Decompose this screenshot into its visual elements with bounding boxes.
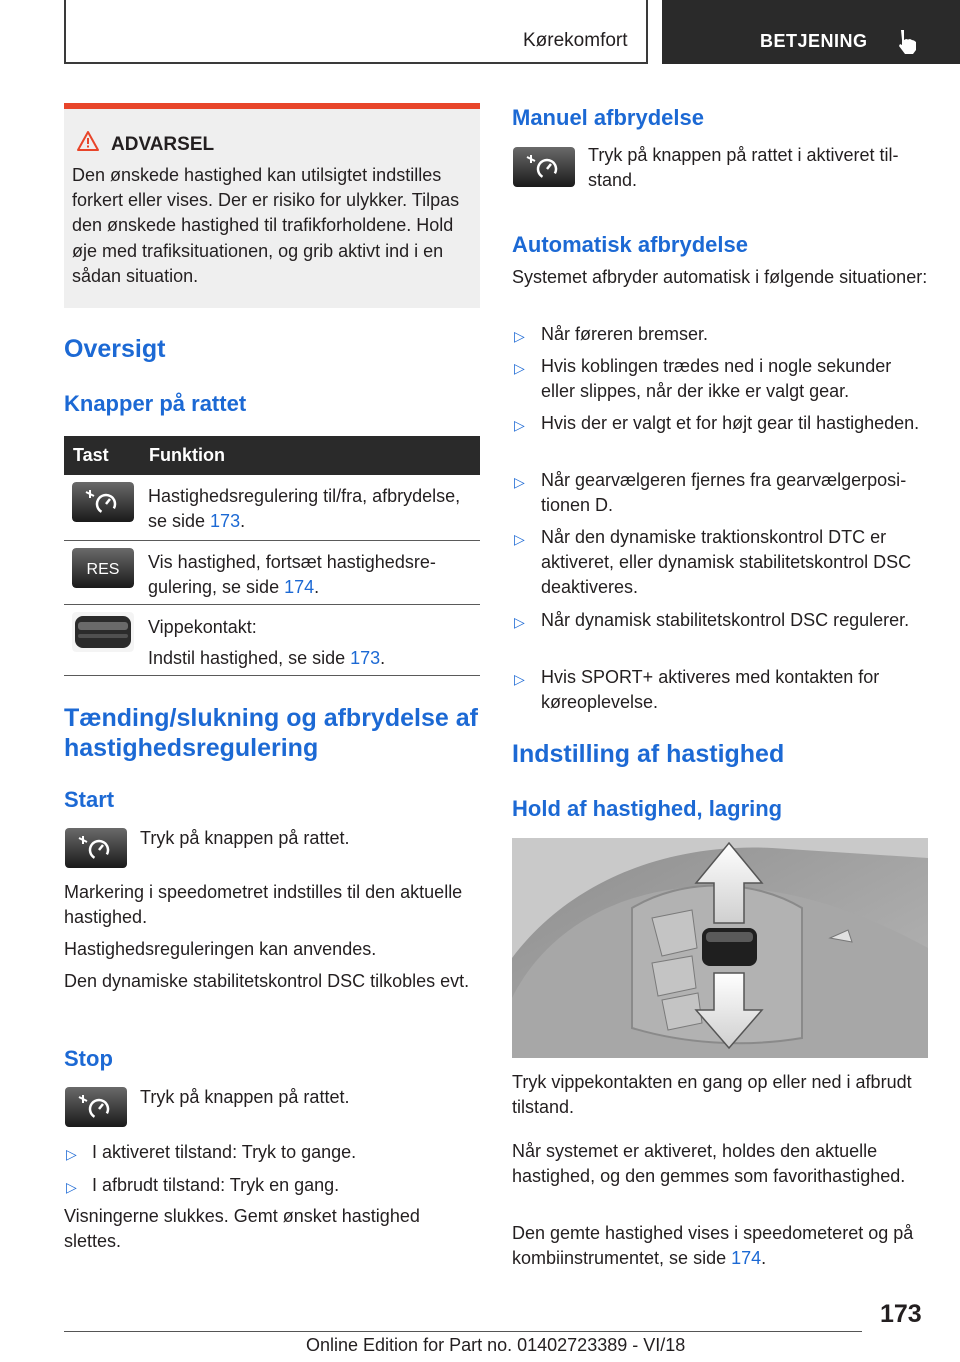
page-link-174[interactable]: 174 (731, 1248, 762, 1268)
table-header (64, 436, 480, 475)
hold-para-3 (512, 1221, 922, 1271)
stop-bullet-1: I aktiveret tilstand: Tryk to gange. (92, 1142, 357, 1162)
res-label: RES (86, 561, 120, 578)
hold-para-3-end: . (761, 1248, 767, 1268)
auto-bullet-1: Når føreren bremser. (541, 324, 709, 344)
bullet-triangle-icon: ▷ (514, 417, 525, 433)
auto-bullet-3: Hvis der er valgt et for højt gear til hastigheden. (541, 413, 920, 433)
bullet-triangle-icon: ▷ (514, 531, 525, 547)
page-number: 173 (880, 1300, 922, 1328)
hold-para-3-text: Den gemte hastighed vises i speedometeret og på kombiinstrumentet, se side (512, 1223, 914, 1268)
bullet-triangle-icon: ▷ (514, 328, 525, 344)
auto-interrupt-intro: Systemet afbryder automatisk i følgende situationer: (512, 267, 928, 287)
hold-speed-heading: Hold af hastighed, lagring (512, 796, 783, 821)
warning-title: ADVARSEL (111, 134, 215, 155)
table-row-3-text (148, 646, 473, 671)
footer-rule (64, 1331, 862, 1332)
buttons-heading: Knapper på rattet (64, 391, 247, 416)
hold-para-1: Tryk vippekontakten en gang op eller ned i afbrudt tilstand. (512, 1072, 912, 1117)
row-3-end: . (380, 648, 386, 668)
bullet-triangle-icon: ▷ (514, 474, 525, 490)
start-instruction: Tryk på knappen på rattet. (140, 828, 350, 848)
row-3-desc: Indstil hastighed, se side (148, 648, 351, 668)
page-link-173[interactable]: 173 (210, 511, 241, 531)
overview-heading: Oversigt (64, 335, 166, 363)
auto-bullet-2: Hvis koblingen trædes ned i nogle sekunder eller slippes, når der ikke er valgt gear. (541, 356, 892, 401)
edition-footer: Online Edition for Part no. 01402723389 - VI/18 (306, 1335, 686, 1355)
auto-bullet-4: Når gearvælgeren fjernes fra gearvælgerpositionen D. (541, 470, 907, 515)
start-para-2: Hastighedsreguleringen kan anvendes. (64, 939, 377, 959)
page-link-173[interactable]: 173 (350, 648, 381, 668)
table-row-divider (64, 604, 480, 605)
auto-interrupt-heading: Automatisk afbrydelse (512, 232, 748, 257)
cruise-control-button-icon (64, 1087, 128, 1127)
hand-pointer-icon (893, 26, 923, 56)
bullet-triangle-icon: ▷ (514, 614, 525, 630)
warning-text: Den ønskede hastighed kan utilsigtet indstilles forkert eller vises. Der er risiko for ulykker. Tilpas den ønskede hastighed til trafikforholdene. Hold øje med trafiksituationen, og grib aktivt ind i en sådan situation. (72, 165, 460, 286)
row-1-desc: Hastighedsregulering til/fra, afbrydelse, se side (148, 486, 461, 531)
start-para-3: Den dynamiske stabilitetskontrol DSC tilkobles evt. (64, 971, 470, 991)
ignition-heading: Tænding/slukning og afbrydelse af hastighedsregulering (64, 704, 478, 762)
warning-triangle-icon (76, 130, 100, 152)
steering-wheel-rocker-illustration (512, 838, 928, 1058)
cruise-control-button-icon (512, 147, 576, 187)
bullet-triangle-icon: ▷ (66, 1146, 77, 1162)
table-bottom-rule (64, 675, 480, 676)
auto-bullet-5: Når den dynamiske traktionskontrol DTC er aktiveret, eller dynamisk stabilitetskontrol DSC deaktiveres. (541, 527, 912, 597)
row-2-desc: Vis hastighed, fortsæt hastighedsregulering, se side (148, 552, 436, 597)
cruise-control-button-icon (64, 828, 128, 868)
rocker-switch-icon (72, 612, 134, 652)
section-title: BETJENING (760, 31, 868, 51)
auto-bullet-6: Når dynamisk stabilitetskontrol DSC regulerer. (541, 610, 910, 630)
page-link-174[interactable]: 174 (284, 577, 315, 597)
col-key-header: Tast (73, 445, 109, 465)
manual-interrupt-text: Tryk på knappen på rattet i aktiveret tilstand. (588, 145, 899, 190)
row-1-end: . (240, 511, 246, 531)
start-heading: Start (64, 787, 115, 812)
start-para-1: Markering i speedometret indstilles til den aktuelle hastighed. (64, 882, 463, 927)
stop-para: Visningerne slukkes. Gemt ønsket hastighed slettes. (64, 1206, 420, 1251)
cruise-control-button-icon (72, 482, 134, 522)
bullet-triangle-icon: ▷ (514, 671, 525, 687)
table-row-3-line1: Vippekontakt: (148, 617, 257, 637)
manual-interrupt-heading: Manuel afbrydelse (512, 105, 704, 130)
auto-bullet-7: Hvis SPORT+ aktiveres med kontakten for køreoplevelse. (541, 667, 880, 712)
table-row-2-text (148, 550, 473, 600)
stop-bullet-2: I afbrudt tilstand: Tryk en gang. (92, 1175, 340, 1195)
res-button-icon (72, 548, 134, 588)
table-row-divider (64, 540, 480, 541)
row-2-end: . (314, 577, 320, 597)
hold-para-2: Når systemet er aktiveret, holdes den aktuelle hastighed, og den gemmes som favorithastighed. (512, 1141, 906, 1186)
table-row-1-text (148, 484, 473, 534)
stop-heading: Stop (64, 1046, 113, 1071)
bullet-triangle-icon: ▷ (514, 360, 525, 376)
speed-setting-heading: Indstilling af hastighed (512, 740, 785, 768)
stop-instruction: Tryk på knappen på rattet. (140, 1087, 350, 1107)
bullet-triangle-icon: ▷ (66, 1179, 77, 1195)
col-function-header: Funktion (149, 445, 225, 465)
chapter-title: Kørekomfort (523, 30, 628, 51)
